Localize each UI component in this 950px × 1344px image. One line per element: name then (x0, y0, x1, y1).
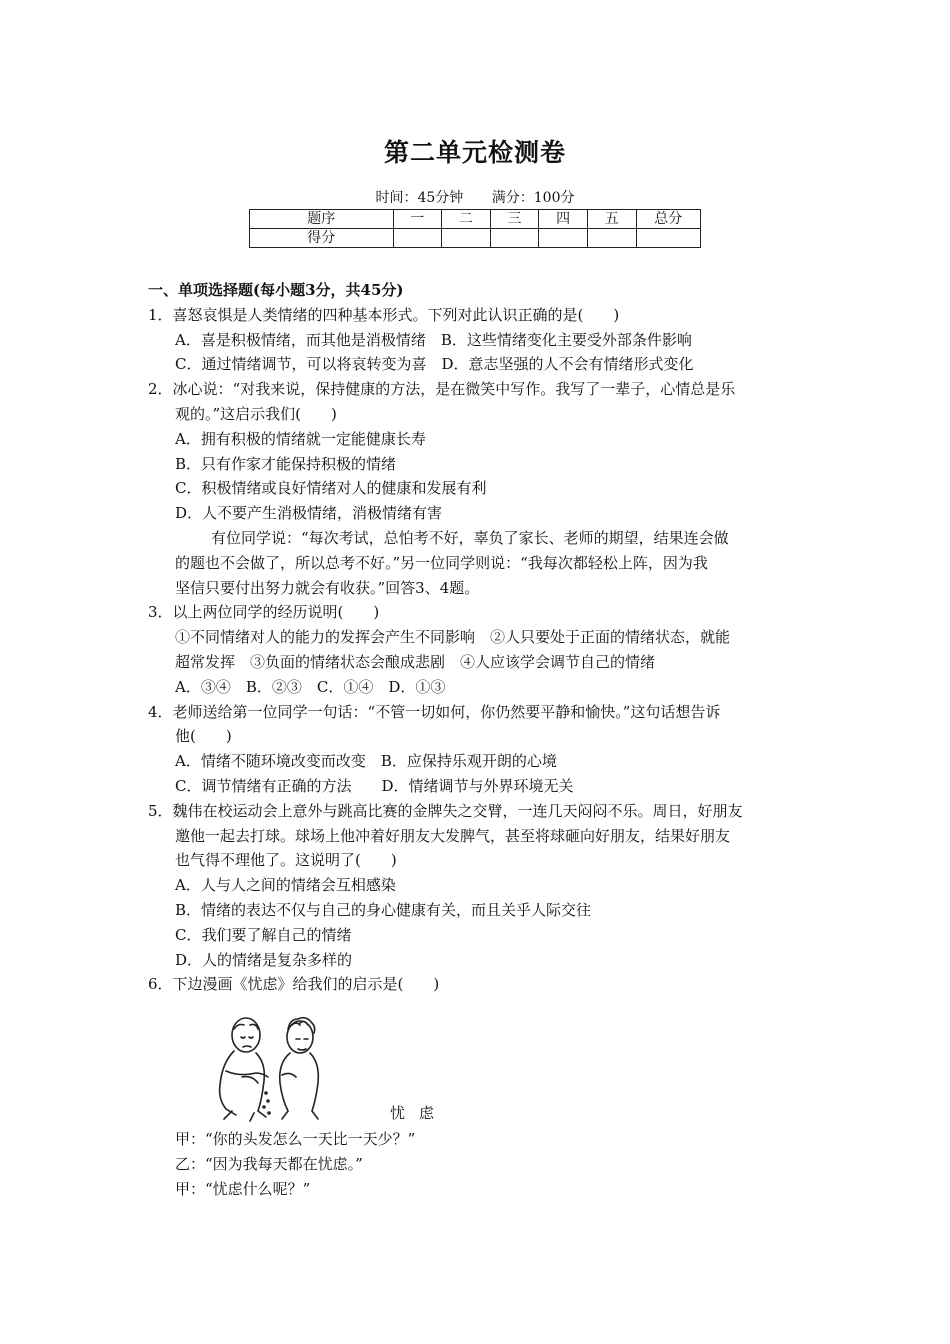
dialogue-line: 甲：“你的头发怎么一天比一天少？” (175, 1130, 416, 1149)
question-2-option-a: A．拥有积极的情绪就一定能健康长寿 (175, 429, 426, 448)
exam-content (148, 278, 808, 1202)
question-5-option-b: B．情绪的表达不仅与自己的身心健康有关，而且关乎人际交往 (175, 900, 592, 919)
question-4-stem-cont: 他( ) (175, 727, 232, 746)
exam-time: 时间：45分钟 (375, 190, 464, 206)
dialogue-line: 甲：“忧虑什么呢？” (175, 1179, 311, 1198)
score-cell (587, 229, 636, 248)
question-1-options-cd: C．通过情绪调节，可以将哀转变为喜 D．意志坚强的人不会有情绪形式变化 (175, 355, 694, 374)
exam-full-score: 满分：100分 (491, 190, 575, 206)
score-table-row (250, 229, 701, 248)
dialogue-line: 乙：“因为我每天都在忧虑。” (175, 1154, 363, 1173)
question-5-option-c: C．我们要了解自己的情绪 (175, 925, 352, 944)
question-3-statements: ①不同情绪对人的能力的发挥会产生不同影响 ②人只要处于正面的情绪状态，就能 (175, 628, 731, 647)
comic-illustration (148, 997, 808, 1127)
exam-meta (0, 187, 950, 207)
score-table-header: 题序 (250, 210, 394, 229)
question-2-option-b: B．只有作家才能保持积极的情绪 (175, 454, 397, 473)
question-2-stem: 2．冰心说：“对我来说，保持健康的方法，是在微笑中写作。我写了一辈子，心情总是乐 (148, 380, 736, 399)
question-3-options: A．③④ B．②③ C．①④ D．①③ (175, 677, 446, 696)
score-table (249, 209, 701, 248)
score-table-header: 二 (442, 210, 491, 229)
question-5-stem-cont: 也气得不理他了。这说明了( ) (175, 851, 397, 870)
question-6-stem: 6．下边漫画《忧虑》给我们的启示是( ) (148, 975, 440, 994)
section-heading: 一、单项选择题(每小题3分，共45分) (148, 281, 404, 299)
score-table-header: 五 (587, 210, 636, 229)
score-table-header: 四 (539, 210, 588, 229)
question-2-stem-cont: 观的。”这启示我们( ) (175, 404, 337, 423)
score-cell (393, 229, 442, 248)
question-1-stem: 1．喜怒哀惧是人类情绪的四种基本形式。下列对此认识正确的是( ) (148, 305, 620, 324)
question-3-statements-cont: 超常发挥 ③负面的情绪状态会酿成悲剧 ④人应该学会调节自己的情绪 (175, 652, 656, 671)
material-text-cont: 坚信只要付出努力就会有收获。”回答3、4题。 (175, 578, 480, 597)
score-cell (539, 229, 588, 248)
question-1-options-ab: A．喜是积极情绪，而其他是消极情绪 B．这些情绪变化主要受外部条件影响 (175, 330, 692, 349)
question-4-options-ab: A．情绪不随环境改变而改变 B．应保持乐观开朗的心境 (175, 752, 557, 771)
question-3-stem: 3．以上两位同学的经历说明( ) (148, 603, 380, 622)
score-table-header: 一 (393, 210, 442, 229)
material-text-cont: 的题也不会做了，所以总考不好。”另一位同学则说：“我每次都轻松上阵，因为我 (175, 553, 708, 572)
score-row-label: 得分 (250, 229, 394, 248)
score-cell (490, 229, 539, 248)
comic-caption: 忧虑 (390, 1104, 449, 1123)
score-table-header: 三 (490, 210, 539, 229)
score-cell (636, 229, 700, 248)
question-2-option-c: C．积极情绪或良好情绪对人的健康和发展有利 (175, 479, 487, 498)
score-cell (442, 229, 491, 248)
page-title: 第二单元检测卷 (383, 138, 566, 167)
score-table-header: 总分 (636, 210, 700, 229)
score-table-header-row (250, 210, 701, 229)
question-2-option-d: D．人不要产生消极情绪，消极情绪有害 (175, 504, 443, 523)
question-5-stem: 5．魏伟在校运动会上意外与跳高比赛的金牌失之交臂，一连几天闷闷不乐。周日，好朋友 (148, 801, 743, 820)
question-4-stem: 4．老师送给第一位同学一句话：“不管一切如何，你仍然要平静和愉快。”这句话想告诉 (148, 702, 721, 721)
material-text: 有位同学说：“每次考试，总怕考不好，辜负了家长、老师的期望，结果连会做 (211, 528, 729, 547)
question-5-stem-cont: 邀他一起去打球。球场上他冲着好朋友大发脾气，甚至将球砸向好朋友，结果好朋友 (175, 826, 731, 845)
question-5-option-d: D．人的情绪是复杂多样的 (175, 950, 353, 969)
comic-drawing (208, 1007, 338, 1127)
question-4-options-cd: C．调节情绪有正确的方法 D．情绪调节与外界环境无关 (175, 776, 574, 795)
question-5-option-a: A．人与人之间的情绪会互相感染 (175, 876, 396, 895)
